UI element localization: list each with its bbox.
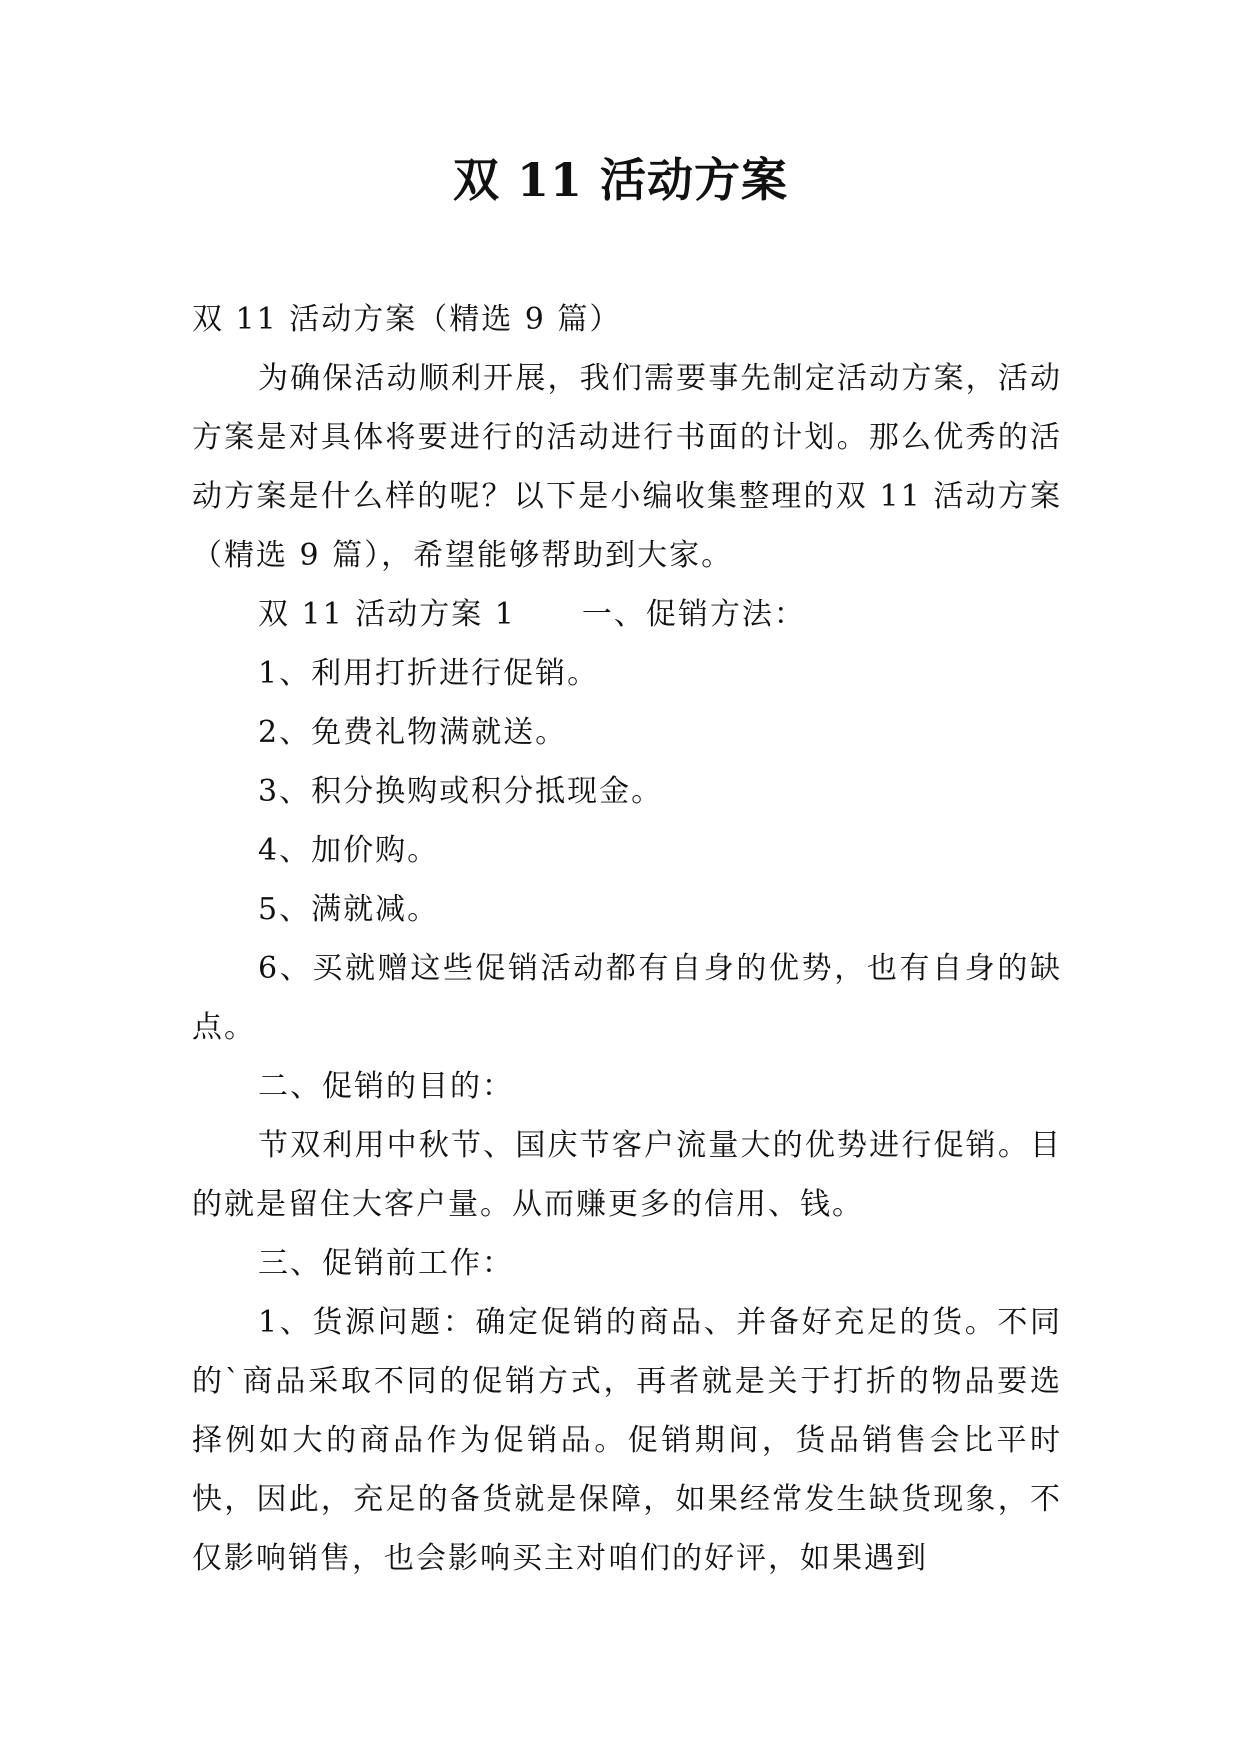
plan1-heading-line [192,585,1062,644]
intro-paragraph: 为确保活动顺利开展，我们需要事先制定活动方案，活动方案是对具体将要进行的活动进行书面的计划。那么优秀的活动方案是什么样的呢？以下是小编收集整理的双 11 活动方案（精选 9 篇），希望能够帮助到大家。 [192,361,1062,573]
method-item-6: 6、买就赠这些促销活动都有自身的优势，也有自身的缺点。 [192,951,1062,1045]
document-body [192,290,1062,1588]
section3-item-1: 1、货源问题：确定促销的商品、并备好充足的货。不同的`商品采取不同的促销方式，再者就是关于打折的物品要选择例如大的商品作为促销品。促销期间，货品销售会比平时快，因此，充足的备货就是保障，如果经常发生缺货现象，不仅影响销售，也会影响买主对咱们的好评，如果遇到 [192,1305,1062,1576]
document-title: 双 11 活动方案 [452,153,789,207]
section2-paragraph: 节双利用中秋节、国庆节客户流量大的优势进行促销。目的就是留住大客户量。从而赚更多的信用、钱。 [192,1128,1062,1222]
document-subtitle: 双 11 活动方案（精选 9 篇） [192,302,622,337]
method-item-3: 3、积分换购或积分抵现金。 [258,774,664,809]
method-item-5: 5、满就减。 [258,892,440,927]
section2-heading: 二、促销的目的： [258,1069,514,1104]
section1-heading: 一、促销方法： [581,597,806,632]
section3-heading: 三、促销前工作： [258,1246,514,1281]
method-item-1: 1、利用打折进行促销。 [258,656,600,691]
method-item-4: 4、加价购。 [258,833,440,868]
plan1-label: 双 11 活动方案 1 [258,597,516,632]
method-item-2: 2、免费礼物满就送。 [258,715,568,750]
